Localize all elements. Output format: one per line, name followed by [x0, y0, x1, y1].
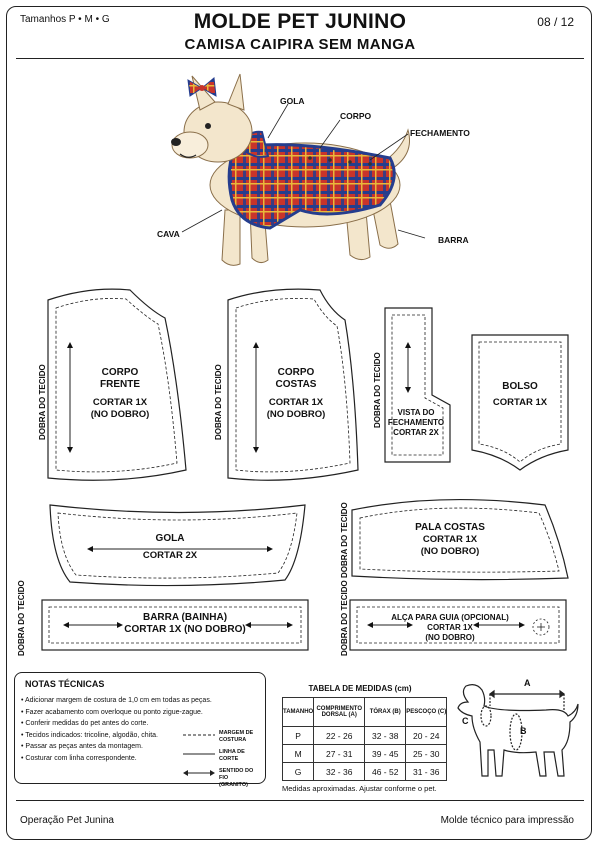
list-item: • Adicionar margem de costura de 1,0 cm em todas as peças.: [21, 695, 171, 707]
diagram-label-c: C: [462, 716, 469, 726]
page-title: MOLDE PET JUNINO: [193, 10, 407, 33]
legend-seam: MARGEM DE COSTURA: [219, 730, 254, 743]
fold-label-costas: DOBRA DO TECIDO: [214, 364, 223, 440]
cut-line-sample: [183, 749, 215, 759]
legend-grain: [219, 768, 263, 789]
cell: 20 - 24: [406, 727, 447, 745]
page-subtitle: CAMISA CAIPIRA SEM MANGA: [184, 36, 416, 53]
cell: 32 - 38: [365, 727, 406, 745]
label-bolso: [480, 381, 560, 409]
table-row: [283, 745, 447, 763]
table-row: [283, 727, 447, 745]
footer-right: Molde técnico para impressão: [440, 815, 574, 826]
table-row: [283, 763, 447, 781]
label-gola: [130, 533, 210, 562]
seam-line-sample: [183, 730, 215, 740]
list-item: • Tecidos indicados: tricoline, algodão, chita.: [21, 730, 171, 742]
cell: 22 - 26: [314, 727, 365, 745]
diagram-label-b: B: [520, 726, 527, 736]
fold-label-barra: DOBRA DO TECIDO: [17, 580, 26, 656]
piece-vista: [385, 308, 450, 462]
sizes-label: Tamanhos P • M • G: [20, 14, 110, 25]
measurements-title: TABELA DE MEDIDAS (cm): [308, 684, 412, 693]
page-number: 08 / 12: [537, 15, 574, 29]
cut-instruction: (NO DOBRO): [266, 409, 326, 420]
list-item: • Costurar com linha correspondente.: [21, 753, 171, 765]
list-item: • Passar as peças antes da montagem.: [21, 741, 171, 753]
col-header: PESCOÇO (C): [406, 698, 447, 727]
cell: M: [283, 745, 314, 763]
fold-label-frente: DOBRA DO TECIDO: [38, 364, 47, 440]
label-corpo-frente: [80, 367, 160, 421]
cut-instruction: (NO DOBRO): [420, 546, 480, 557]
cut-instruction: CORTAR 1X (NO DOBRO): [124, 624, 246, 635]
footer-divider: [16, 800, 584, 801]
piece-name: FECHAMENTO: [387, 418, 445, 427]
cell: 25 - 30: [406, 745, 447, 763]
cell: 32 - 36: [314, 763, 365, 781]
col-header: COMPRIMENTO DORSAL (A): [314, 698, 365, 727]
piece-name: PALA COSTAS: [415, 522, 485, 533]
notes-list: [21, 695, 212, 764]
label-barra: BARRA: [438, 235, 469, 245]
label-corpo: CORPO: [340, 111, 372, 121]
piece-name: CORPO: [101, 367, 139, 378]
fold-label-pala: DOBRA DO TECIDO: [340, 502, 349, 578]
piece-name: CORPO: [277, 367, 315, 378]
notes-title: NOTAS TÉCNICAS: [25, 679, 105, 689]
line-legend: [183, 727, 263, 788]
label-alca: [390, 613, 510, 643]
piece-name: BARRA (BAINHA): [142, 612, 228, 623]
measurements-note: Medidas aproximadas. Ajustar conforme o pet.: [282, 784, 437, 793]
list-item: • Conferir medidas do pet antes do corte.: [21, 718, 171, 730]
cut-instruction: CORTAR 1X: [422, 534, 478, 545]
cut-instruction: CORTAR 1X: [492, 397, 548, 408]
diagram-label-a: A: [524, 678, 531, 688]
cell: 27 - 31: [314, 745, 365, 763]
label-cava: CAVA: [157, 229, 180, 239]
grain-arrow-icon: [183, 768, 215, 778]
cell: 46 - 52: [365, 763, 406, 781]
cut-instruction: CORTAR 1X: [92, 397, 148, 408]
cut-instruction: CORTAR 2X: [393, 428, 439, 437]
notes-box: [14, 672, 266, 788]
measuring-diagram: [446, 672, 586, 787]
cell: P: [283, 727, 314, 745]
label-barra: [120, 612, 250, 636]
cell: 31 - 36: [406, 763, 447, 781]
label-fechamento: FECHAMENTO: [410, 128, 470, 138]
piece-name: ALÇA PARA GUIA (OPCIONAL): [391, 613, 509, 622]
label-gola: GOLA: [280, 96, 305, 106]
legend-grain-line2: (GRANITO): [219, 782, 248, 788]
piece-name: BOLSO: [502, 381, 538, 392]
label-corpo-costas: [256, 367, 336, 421]
piece-name: GOLA: [155, 533, 185, 544]
cell: G: [283, 763, 314, 781]
col-header: TÓRAX (B): [365, 698, 406, 727]
measurements-table: [282, 697, 447, 781]
legend-cut: LINHA DE CORTE: [219, 749, 245, 762]
label-vista: [386, 408, 446, 438]
legend-grain-line1: SENTIDO DO FIO: [219, 768, 254, 781]
cut-instruction: CORTAR 1X: [268, 397, 324, 408]
fold-label-vista: DOBRA DO TECIDO: [373, 352, 382, 428]
piece-name: COSTAS: [275, 379, 317, 390]
cut-instruction: CORTAR 1X: [427, 623, 473, 632]
cut-instruction: CORTAR 2X: [142, 550, 198, 561]
fold-label-alca: DOBRA DO TECIDO: [340, 580, 349, 656]
label-pala: [400, 522, 500, 558]
piece-name: FRENTE: [100, 379, 140, 390]
cut-instruction: (NO DOBRO): [425, 633, 475, 642]
col-header: TAMANHO: [283, 698, 314, 727]
cut-instruction: (NO DOBRO): [90, 409, 150, 420]
list-item: • Fazer acabamento com overloque ou ponto zigue-zague.: [21, 707, 171, 719]
piece-name: VISTA DO: [397, 408, 435, 417]
cell: 39 - 45: [365, 745, 406, 763]
footer-left: Operação Pet Junina: [20, 815, 114, 826]
